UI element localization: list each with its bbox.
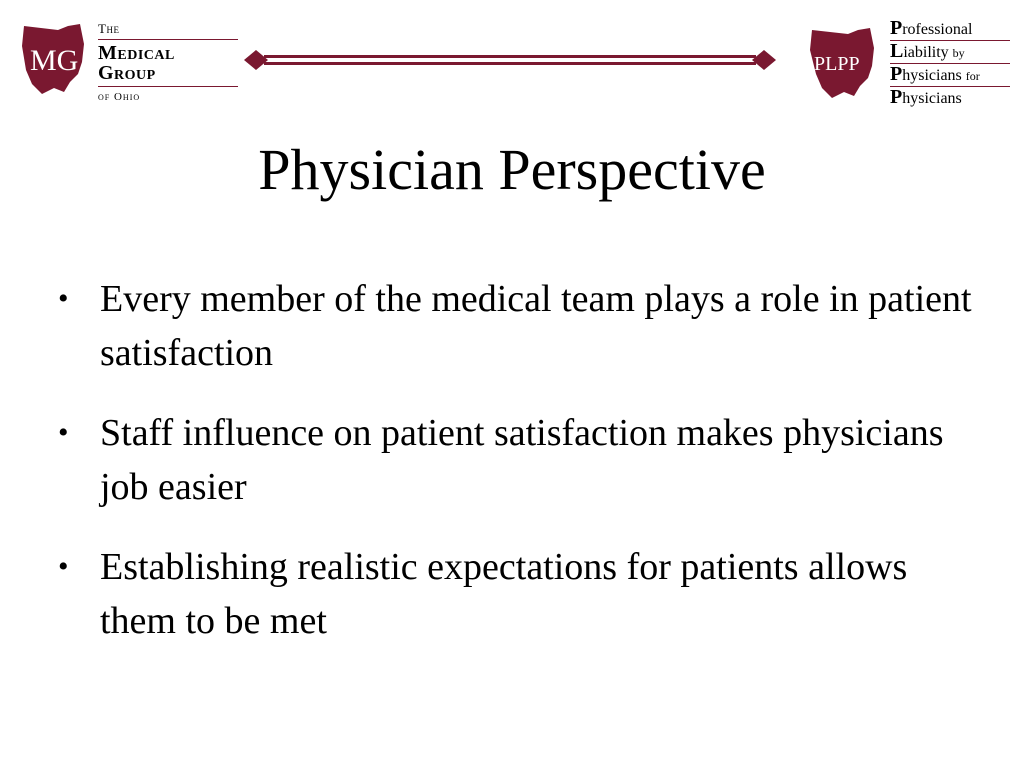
divider-diamond-left-icon — [244, 50, 268, 70]
bullet-text: Every member of the medical team plays a role in patient satisfaction — [100, 278, 972, 374]
bullet-item — [58, 272, 978, 380]
divider-diamond-right-icon — [752, 50, 776, 70]
logo-the: The — [98, 21, 120, 36]
mg-monogram: MG — [30, 44, 79, 77]
medical-group-logo — [20, 22, 220, 106]
slide-title: Physician Perspective — [258, 137, 766, 202]
plpp-line-1: Professional — [890, 18, 1010, 41]
logo-rule — [98, 86, 238, 87]
plpp-monogram: PLPP — [814, 53, 860, 75]
bullet-icon: • — [58, 282, 69, 315]
bullet-item — [58, 406, 978, 514]
plpp-logo — [808, 18, 1008, 118]
logo-of-ohio: of Ohio — [98, 91, 141, 103]
logo-rule — [98, 39, 238, 40]
bullet-icon: • — [58, 416, 69, 449]
bullet-text: Staff influence on patient satisfaction makes physicians job easier — [100, 412, 944, 508]
logo-group: Group — [98, 62, 156, 84]
medical-group-wordmark — [98, 22, 238, 103]
plpp-line-4: Physicians — [890, 86, 962, 108]
bullet-text: Establishing realistic expectations for patients allows them to be met — [100, 546, 908, 642]
bullet-item — [58, 540, 978, 648]
header-divider — [240, 48, 780, 72]
plpp-wordmark — [890, 18, 1010, 109]
logo-medical: Medical — [98, 42, 175, 64]
plpp-line-3: Physicians for — [890, 64, 1010, 87]
bullet-icon: • — [58, 550, 69, 583]
plpp-line-2: Liability by — [890, 41, 1010, 64]
ohio-map-icon — [808, 24, 878, 100]
bullet-list — [58, 272, 978, 674]
ohio-map-icon — [20, 22, 88, 96]
